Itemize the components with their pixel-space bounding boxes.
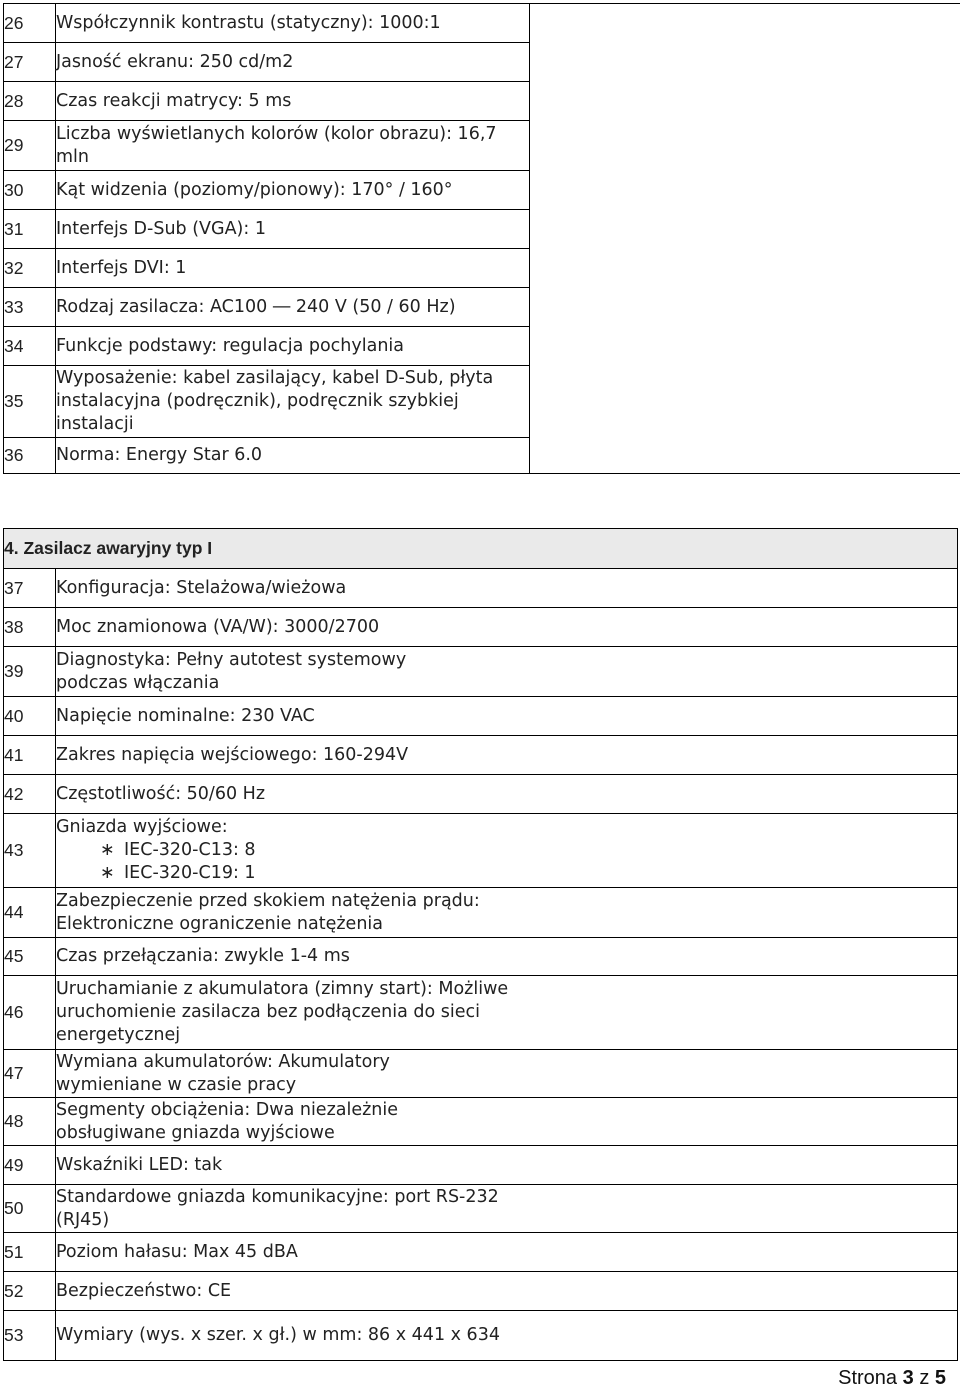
row-text: Funkcje podstawy: regulacja pochylania	[56, 327, 530, 366]
row-number: 41	[4, 736, 56, 775]
row-text: Wymiary (wys. x szer. x gł.) w mm: 86 x 441 x 634	[56, 1311, 958, 1361]
table-row	[4, 736, 958, 775]
table-row	[4, 1098, 958, 1146]
row-text: Bezpieczeństwo: CE	[56, 1272, 958, 1311]
table-row	[4, 1311, 958, 1361]
row-number: 52	[4, 1272, 56, 1311]
row-text: Poziom hałasu: Max 45 dBA	[56, 1233, 958, 1272]
row-text: Interfejs D-Sub (VGA): 1	[56, 210, 530, 249]
table-row	[4, 608, 958, 647]
table-row	[4, 814, 958, 888]
row-number: 29	[4, 121, 56, 171]
row-text: Napięcie nominalne: 230 VAC	[56, 697, 958, 736]
row-text: Zabezpieczenie przed skokiem natężenia prądu: Elektroniczne ograniczenie natężenia	[56, 888, 958, 938]
row-text: Konfiguracja: Stelażowa/wieżowa	[56, 569, 958, 608]
row-number: 53	[4, 1311, 56, 1361]
row-text: Segmenty obciążenia: Dwa niezależnie obsługiwane gniazda wyjściowe	[56, 1098, 958, 1146]
row-number: 51	[4, 1233, 56, 1272]
page-separator: z	[919, 1367, 929, 1389]
table-row	[4, 1272, 958, 1311]
spec-table-monitor	[3, 3, 960, 474]
row-number: 32	[4, 249, 56, 288]
table-row	[4, 888, 958, 938]
table-row	[4, 1146, 958, 1185]
row-text: Kąt widzenia (poziomy/pionowy): 170° / 160°	[56, 171, 530, 210]
row-number: 46	[4, 976, 56, 1050]
list-item	[56, 862, 957, 885]
row-text: Liczba wyświetlanych kolorów (kolor obrazu): 16,7 mln	[56, 121, 530, 171]
table-row	[4, 697, 958, 736]
row-number: 44	[4, 888, 56, 938]
asterisk-bullet-icon: ∗	[100, 862, 115, 885]
row-number: 27	[4, 43, 56, 82]
row-number: 30	[4, 171, 56, 210]
row-number: 37	[4, 569, 56, 608]
row-text: Standardowe gniazda komunikacyjne: port RS-232 (RJ45)	[56, 1185, 958, 1233]
spec-table-ups	[3, 528, 958, 1361]
row-text: Wskaźniki LED: tak	[56, 1146, 958, 1185]
row-number: 45	[4, 938, 56, 976]
page-label: Strona	[838, 1367, 897, 1389]
row-text: Norma: Energy Star 6.0	[56, 438, 530, 474]
value-column	[530, 4, 960, 474]
table-row	[4, 938, 958, 976]
table-row	[4, 1050, 958, 1098]
asterisk-bullet-icon: ∗	[100, 839, 115, 862]
row-text: Wyposażenie: kabel zasilający, kabel D-Sub, płyta instalacyjna (podręcznik), podręcznik szybkiej instalacji	[56, 366, 530, 438]
list-item	[56, 839, 957, 862]
total-pages-number: 5	[935, 1367, 946, 1389]
row-number: 49	[4, 1146, 56, 1185]
row-cell	[56, 814, 958, 888]
row-text: Interfejs DVI: 1	[56, 249, 530, 288]
row-text: Gniazda wyjściowe:	[56, 816, 957, 839]
section-title: 4. Zasilacz awaryjny typ I	[4, 529, 958, 569]
row-text: Częstotliwość: 50/60 Hz	[56, 775, 958, 814]
row-number: 39	[4, 647, 56, 697]
row-text: Uruchamianie z akumulatora (zimny start): Możliwe uruchomienie zasilacza bez podłączenia do sieci energetycznej	[56, 976, 958, 1050]
table-row	[4, 1233, 958, 1272]
outlet-list	[56, 839, 957, 885]
row-number: 31	[4, 210, 56, 249]
row-number: 40	[4, 697, 56, 736]
table-row	[4, 976, 958, 1050]
row-number: 48	[4, 1098, 56, 1146]
section-header-row	[4, 529, 958, 569]
table-row	[4, 569, 958, 608]
table-row	[4, 775, 958, 814]
row-number: 36	[4, 438, 56, 474]
row-text: Moc znamionowa (VA/W): 3000/2700	[56, 608, 958, 647]
row-number: 43	[4, 814, 56, 888]
page-footer	[838, 1367, 946, 1390]
row-text: Wymiana akumulatorów: Akumulatory wymieniane w czasie pracy	[56, 1050, 958, 1098]
row-text: Diagnostyka: Pełny autotest systemowy podczas włączania	[56, 647, 958, 697]
list-item-label: IEC-320-C19: 1	[124, 863, 256, 883]
row-number: 47	[4, 1050, 56, 1098]
row-number: 33	[4, 288, 56, 327]
row-text: Jasność ekranu: 250 cd/m2	[56, 43, 530, 82]
row-number: 50	[4, 1185, 56, 1233]
row-number: 38	[4, 608, 56, 647]
row-text: Czas reakcji matrycy: 5 ms	[56, 82, 530, 121]
row-number: 34	[4, 327, 56, 366]
row-text: Rodzaj zasilacza: AC100 ― 240 V (50 / 60 Hz)	[56, 288, 530, 327]
row-number: 28	[4, 82, 56, 121]
table-row	[4, 1185, 958, 1233]
current-page-number: 3	[903, 1367, 914, 1389]
row-number: 35	[4, 366, 56, 438]
table-row	[4, 4, 960, 43]
list-item-label: IEC-320-C13: 8	[124, 840, 256, 860]
row-text: Zakres napięcia wejściowego: 160-294V	[56, 736, 958, 775]
row-number: 26	[4, 4, 56, 43]
table-row	[4, 647, 958, 697]
row-text: Czas przełączania: zwykle 1-4 ms	[56, 938, 958, 976]
row-number: 42	[4, 775, 56, 814]
row-text: Współczynnik kontrastu (statyczny): 1000:1	[56, 4, 530, 43]
